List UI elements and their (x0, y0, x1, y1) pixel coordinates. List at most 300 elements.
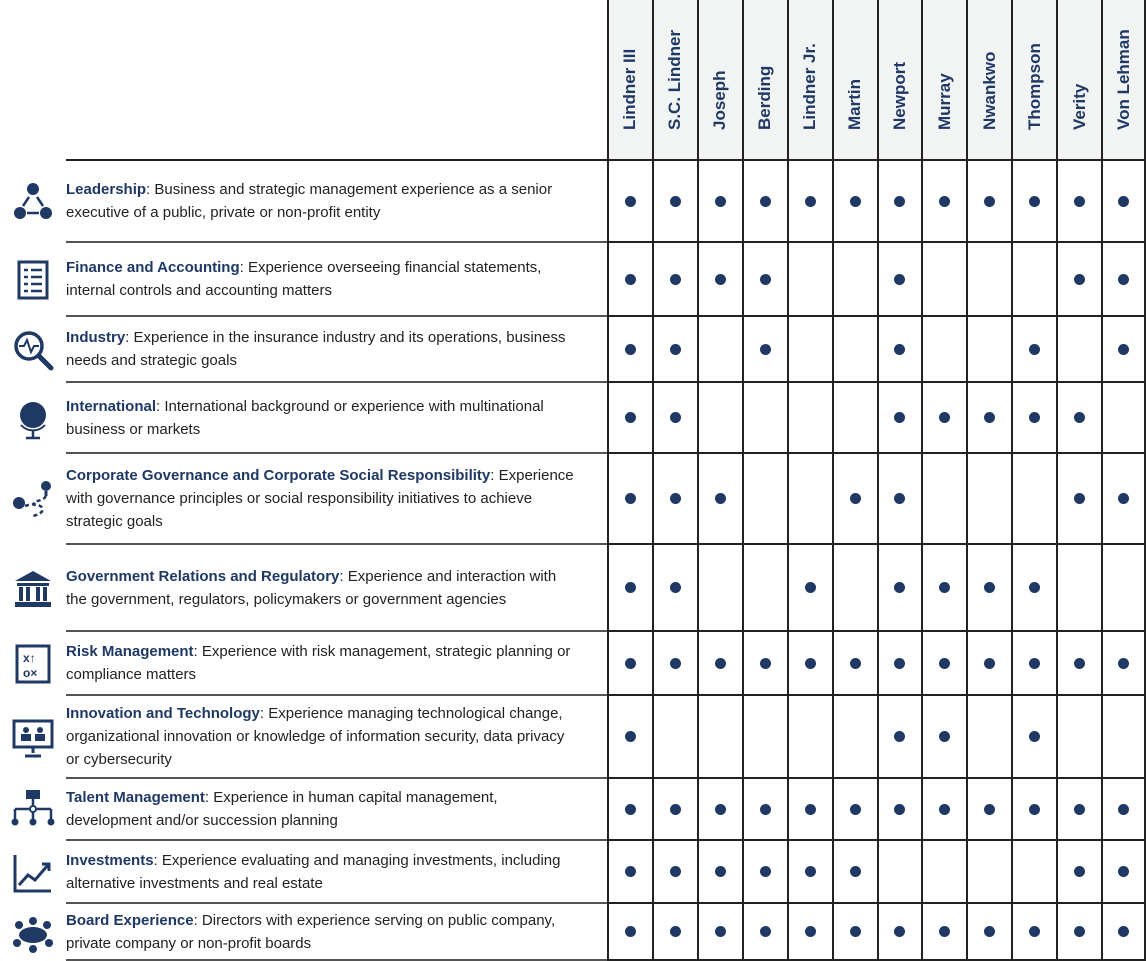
matrix-cell (877, 545, 922, 632)
matrix-cell (742, 841, 787, 904)
skill-dot (939, 926, 950, 937)
skill-dot (625, 582, 636, 593)
matrix-cell (921, 243, 966, 317)
matrix-cell (832, 317, 877, 383)
matrix-cell (697, 841, 742, 904)
skill-title: Industry (66, 329, 126, 346)
skill-dot (939, 412, 950, 423)
matrix-cell (652, 243, 697, 317)
skill-dot (625, 658, 636, 669)
matrix-cell (1101, 545, 1146, 632)
skill-dot (1118, 196, 1129, 207)
svg-text:x↑: x↑ (23, 651, 36, 665)
matrix-cell (697, 383, 742, 454)
matrix-cell (697, 454, 742, 545)
skill-dot (760, 344, 771, 355)
matrix-cell (877, 632, 922, 696)
matrix-cell (697, 545, 742, 632)
skill-description (66, 383, 607, 454)
director-column-header (787, 0, 832, 160)
matrix-cell (787, 161, 832, 243)
skill-dot (1029, 731, 1040, 742)
matrix-cell (1011, 243, 1056, 317)
matrix-cell (877, 161, 922, 243)
matrix-cell (921, 161, 966, 243)
skill-dot (984, 658, 995, 669)
matrix-cell (832, 904, 877, 961)
matrix-cell (697, 696, 742, 779)
skill-dot (1118, 274, 1129, 285)
skill-dot (760, 196, 771, 207)
skill-dot (1029, 412, 1040, 423)
skill-dot (625, 196, 636, 207)
matrix-cell (607, 841, 652, 904)
matrix-cell (787, 454, 832, 545)
skill-dot (670, 274, 681, 285)
matrix-cell (921, 696, 966, 779)
matrix-cell (966, 841, 1011, 904)
matrix-cell (787, 383, 832, 454)
skill-dot (984, 412, 995, 423)
skill-dot (670, 493, 681, 504)
skill-row (0, 779, 1146, 841)
skill-dot (1029, 804, 1040, 815)
matrix-cell (652, 904, 697, 961)
matrix-cell (966, 243, 1011, 317)
matrix-cell (1101, 383, 1146, 454)
matrix-cell (787, 779, 832, 841)
skill-text: : Experience in the insurance industry and its operations, business needs and strategic goals (66, 329, 566, 369)
matrix-cell (607, 779, 652, 841)
matrix-cell (607, 904, 652, 961)
skill-dot (1074, 926, 1085, 937)
matrix-cell (697, 904, 742, 961)
growth-chart-icon (0, 841, 66, 904)
director-name: Newport (889, 62, 909, 130)
skill-dot (1118, 804, 1129, 815)
skill-dot (625, 866, 636, 877)
matrix-cell (877, 243, 922, 317)
matrix-cell (877, 841, 922, 904)
matrix-cell (1101, 161, 1146, 243)
matrix-cell (1011, 904, 1056, 961)
matrix-cell (1101, 841, 1146, 904)
skill-dot (760, 804, 771, 815)
skill-row (0, 545, 1146, 632)
matrix-cell (652, 841, 697, 904)
matrix-cell (832, 632, 877, 696)
matrix-cell (966, 632, 1011, 696)
matrix-cell (1056, 243, 1101, 317)
matrix-cell (1101, 317, 1146, 383)
skill-dot (984, 804, 995, 815)
skill-dot (670, 196, 681, 207)
skill-description (66, 632, 607, 696)
skill-dot (939, 582, 950, 593)
matrix-cell (742, 904, 787, 961)
matrix-cell (921, 383, 966, 454)
matrix-cell (697, 779, 742, 841)
skill-dot (939, 196, 950, 207)
skill-dot (625, 412, 636, 423)
skill-dot (715, 274, 726, 285)
skill-text: : Experience in human capital management, development and/or succession planning (66, 789, 498, 829)
skill-description (66, 545, 607, 632)
skill-dot (805, 196, 816, 207)
skill-text: : Experience with risk management, strategic planning or compliance matters (66, 643, 571, 683)
skill-dot (670, 344, 681, 355)
matrix-cell (742, 383, 787, 454)
matrix-cell (966, 779, 1011, 841)
skill-text: : Experience with governance principles or social responsibility initiatives to achieve strategic goals (66, 467, 574, 530)
skill-description (66, 243, 607, 317)
director-column-header (742, 0, 787, 160)
skill-dot (625, 493, 636, 504)
skill-dot (939, 658, 950, 669)
director-column-header (1011, 0, 1056, 160)
matrix-cell (1011, 454, 1056, 545)
skill-dot (894, 412, 905, 423)
matrix-cell (742, 779, 787, 841)
skill-dot (805, 582, 816, 593)
skill-text: : Directors with experience serving on public company, private company or non-profit boards (66, 911, 556, 952)
skill-dot (760, 866, 771, 877)
matrix-cell (1101, 454, 1146, 545)
matrix-cell (877, 779, 922, 841)
skill-description (66, 161, 607, 243)
matrix-cell (966, 161, 1011, 243)
director-name: S.C. Lindner (665, 29, 685, 130)
skill-row (0, 696, 1146, 779)
matrix-cell (697, 317, 742, 383)
matrix-cell (966, 454, 1011, 545)
matrix-cell (1011, 632, 1056, 696)
matrix-cell (607, 161, 652, 243)
skill-description (66, 841, 607, 904)
skill-dot (894, 493, 905, 504)
skill-dot (670, 866, 681, 877)
skill-title: Corporate Governance and Corporate Social Responsibility (66, 467, 491, 484)
director-name: Berding (755, 65, 775, 130)
director-column-header (832, 0, 877, 160)
matrix-cell (787, 904, 832, 961)
skill-dot (1074, 196, 1085, 207)
skill-dot (625, 926, 636, 937)
skill-dot (625, 344, 636, 355)
matrix-cell (966, 904, 1011, 961)
matrix-cell (921, 841, 966, 904)
director-column-header (652, 0, 697, 160)
matrix-cell (652, 454, 697, 545)
skill-dot (1074, 412, 1085, 423)
matrix-cell (607, 317, 652, 383)
matrix-cell (1011, 696, 1056, 779)
matrix-cell (832, 696, 877, 779)
skill-dot (1074, 804, 1085, 815)
skill-description (66, 779, 607, 841)
director-name: Verity (1069, 83, 1089, 130)
skill-row (0, 632, 1146, 696)
skill-dot (1029, 582, 1040, 593)
director-name: Lindner III (620, 48, 640, 130)
matrix-cell (966, 696, 1011, 779)
skill-dot (850, 493, 861, 504)
matrix-cell (832, 161, 877, 243)
skill-description (66, 904, 607, 961)
skill-title: Leadership (66, 181, 147, 198)
skill-dot (984, 582, 995, 593)
skill-dot (670, 582, 681, 593)
skill-dot (805, 926, 816, 937)
matrix-cell (921, 632, 966, 696)
matrix-cell (1056, 904, 1101, 961)
matrix-cell (742, 243, 787, 317)
skill-dot (670, 804, 681, 815)
skill-dot (625, 274, 636, 285)
skills-matrix (0, 161, 1146, 961)
skill-title: Board Experience (66, 911, 194, 929)
director-name: Martin (845, 79, 865, 130)
matrix-cell (697, 161, 742, 243)
matrix-cell (607, 243, 652, 317)
skill-dot (715, 804, 726, 815)
matrix-cell (832, 383, 877, 454)
matrix-cell (832, 841, 877, 904)
skill-title: Risk Management (66, 643, 194, 660)
skill-dot (1029, 344, 1040, 355)
skill-row (0, 383, 1146, 454)
government-building-icon (0, 545, 66, 632)
skill-title: Government Relations and Regulatory (66, 567, 340, 585)
skill-dot (894, 582, 905, 593)
matrix-cell (652, 161, 697, 243)
director-column-header (877, 0, 922, 160)
matrix-cell (966, 545, 1011, 632)
matrix-cell (921, 904, 966, 961)
matrix-cell (877, 696, 922, 779)
matrix-cell (877, 904, 922, 961)
svg-text:o×: o× (23, 666, 38, 680)
skill-dot (984, 196, 995, 207)
matrix-cell (742, 317, 787, 383)
director-column-header (697, 0, 742, 160)
director-name: Murray (934, 73, 954, 130)
skill-dot (805, 658, 816, 669)
skill-title: Innovation and Technology (66, 705, 260, 722)
skill-text: : Experience managing technological change, organizational innovation or knowledge of information security, data privacy or cybersecurity (66, 705, 565, 768)
skill-dot (894, 196, 905, 207)
boardroom-icon (0, 904, 66, 961)
matrix-cell (1011, 383, 1056, 454)
skill-dot (670, 658, 681, 669)
skill-text: : Experience evaluating and managing investments, including alternative investments and real estate (66, 851, 561, 892)
matrix-cell (652, 383, 697, 454)
skill-dot (894, 731, 905, 742)
skill-title: Finance and Accounting (66, 259, 240, 276)
skill-dot (1074, 658, 1085, 669)
matrix-cell (652, 696, 697, 779)
skill-dot (715, 926, 726, 937)
matrix-cell (877, 317, 922, 383)
skill-dot (850, 866, 861, 877)
matrix-cell (1056, 696, 1101, 779)
skill-dot (850, 804, 861, 815)
skill-dot (894, 658, 905, 669)
skill-text: : Experience overseeing financial statements, internal controls and accounting matters (66, 259, 542, 299)
skill-dot (760, 274, 771, 285)
skill-dot (939, 804, 950, 815)
matrix-cell (1011, 779, 1056, 841)
matrix-cell (697, 632, 742, 696)
skill-dot (805, 804, 816, 815)
computer-users-icon (0, 696, 66, 779)
matrix-cell (921, 454, 966, 545)
globe-icon (0, 383, 66, 454)
skill-dot (894, 274, 905, 285)
skill-text: : Experience and interaction with the government, regulators, policymakers or government agencies (66, 567, 557, 608)
skill-description (66, 696, 607, 779)
skill-row (0, 454, 1146, 545)
matrix-cell (1056, 632, 1101, 696)
magnifier-pulse-icon (0, 317, 66, 383)
matrix-cell (921, 317, 966, 383)
skill-dot (1118, 344, 1129, 355)
strategy-board-icon (0, 632, 66, 696)
skill-row (0, 161, 1146, 243)
skill-dot (1029, 926, 1040, 937)
skill-title: Talent Management (66, 789, 205, 806)
matrix-cell (742, 161, 787, 243)
matrix-cell (1101, 243, 1146, 317)
matrix-cell (1011, 161, 1056, 243)
skill-title: Investments (66, 851, 154, 869)
skill-dot (939, 731, 950, 742)
skill-dot (760, 926, 771, 937)
skill-description (66, 454, 607, 545)
skill-dot (670, 412, 681, 423)
skill-dot (715, 196, 726, 207)
route-pins-icon (0, 454, 66, 545)
director-name: Joseph (710, 70, 730, 130)
matrix-cell (787, 841, 832, 904)
matrix-cell (1101, 904, 1146, 961)
skill-dot (1118, 926, 1129, 937)
skill-dot (805, 866, 816, 877)
skill-dot (1029, 196, 1040, 207)
matrix-cell (652, 779, 697, 841)
skill-dot (760, 658, 771, 669)
director-header (607, 0, 1146, 160)
matrix-cell (832, 779, 877, 841)
matrix-cell (652, 317, 697, 383)
skill-dot (670, 926, 681, 937)
matrix-cell (832, 243, 877, 317)
matrix-cell (1101, 779, 1146, 841)
skill-description (66, 317, 607, 383)
matrix-cell (1011, 545, 1056, 632)
director-column-header (966, 0, 1011, 160)
matrix-cell (607, 545, 652, 632)
matrix-cell (787, 243, 832, 317)
skill-dot (1118, 493, 1129, 504)
skill-dot (1074, 866, 1085, 877)
director-name: Von Lehman (1113, 29, 1133, 130)
skill-dot (625, 804, 636, 815)
skill-dot (850, 658, 861, 669)
matrix-cell (832, 545, 877, 632)
matrix-cell (607, 454, 652, 545)
skill-dot (1118, 866, 1129, 877)
matrix-cell (1011, 841, 1056, 904)
matrix-cell (1056, 454, 1101, 545)
matrix-cell (742, 632, 787, 696)
skill-row (0, 841, 1146, 904)
skill-text: : Business and strategic management experience as a senior executive of a public, private or non-profit entity (66, 181, 553, 221)
matrix-cell (832, 454, 877, 545)
skill-dot (1118, 658, 1129, 669)
director-column-header (1056, 0, 1101, 160)
skill-row (0, 243, 1146, 317)
matrix-cell (921, 545, 966, 632)
director-column-header (921, 0, 966, 160)
skill-row (0, 904, 1146, 961)
matrix-cell (607, 632, 652, 696)
skill-dot (1074, 493, 1085, 504)
matrix-cell (742, 545, 787, 632)
matrix-cell (1056, 779, 1101, 841)
director-column-header (1101, 0, 1146, 160)
matrix-cell (787, 545, 832, 632)
matrix-cell (607, 696, 652, 779)
matrix-cell (1056, 841, 1101, 904)
matrix-cell (787, 696, 832, 779)
skill-row (0, 317, 1146, 383)
skill-dot (1074, 274, 1085, 285)
matrix-cell (1056, 161, 1101, 243)
matrix-cell (1101, 696, 1146, 779)
director-name: Nwankwo (979, 51, 999, 130)
skill-dot (1029, 658, 1040, 669)
matrix-cell (742, 454, 787, 545)
skill-text: : International background or experience with multinational business or markets (66, 397, 544, 438)
leadership-network-icon (0, 161, 66, 243)
skill-dot (850, 196, 861, 207)
matrix-cell (787, 632, 832, 696)
skill-dot (715, 493, 726, 504)
skill-dot (715, 658, 726, 669)
matrix-cell (966, 383, 1011, 454)
matrix-cell (1056, 317, 1101, 383)
matrix-cell (877, 383, 922, 454)
org-chart-icon (0, 779, 66, 841)
matrix-cell (787, 317, 832, 383)
matrix-cell (1056, 545, 1101, 632)
matrix-cell (1011, 317, 1056, 383)
matrix-cell (697, 243, 742, 317)
skill-dot (894, 344, 905, 355)
matrix-cell (652, 632, 697, 696)
skill-dot (894, 804, 905, 815)
matrix-cell (877, 454, 922, 545)
matrix-cell (652, 545, 697, 632)
matrix-cell (966, 317, 1011, 383)
skill-dot (715, 866, 726, 877)
matrix-cell (742, 696, 787, 779)
skill-dot (850, 926, 861, 937)
director-name: Lindner Jr. (800, 43, 820, 130)
skill-title: International (66, 397, 157, 415)
matrix-cell (1101, 632, 1146, 696)
